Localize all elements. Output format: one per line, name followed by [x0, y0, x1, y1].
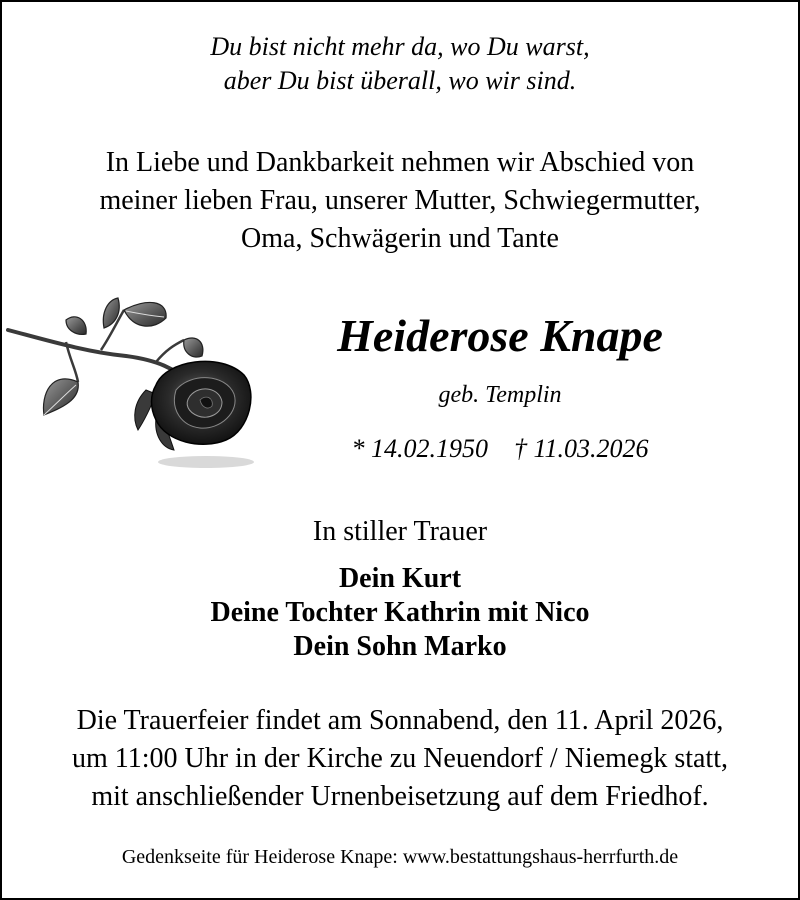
mourner-name: Dein Sohn Marko	[293, 631, 507, 662]
motto-quote	[0, 30, 800, 98]
deceased-name: Heiderose Knape	[337, 310, 663, 361]
intro-line-1: In Liebe und Dankbarkeit nehmen wir Abschied von	[105, 147, 695, 178]
mourning-heading: In stiller Trauer	[312, 516, 488, 547]
birth-name: geb. Templin	[438, 382, 562, 408]
rose-icon	[6, 290, 266, 480]
motto-line-1: Du bist nicht mehr da, wo Du warst,	[210, 32, 590, 61]
intro-text	[0, 144, 800, 258]
service-line-3: mit anschließender Urnenbeisetzung auf dem Friedhof.	[91, 781, 709, 812]
mourners-list	[0, 562, 800, 664]
funeral-service-info	[0, 702, 800, 816]
intro-line-2: meiner lieben Frau, unserer Mutter, Schwiegermutter,	[99, 185, 701, 216]
mourner-name: Dein Kurt	[338, 563, 462, 594]
mourner-name: Deine Tochter Kathrin mit Nico	[210, 597, 590, 628]
motto-line-2: aber Du bist überall, wo wir sind.	[223, 66, 577, 95]
service-line-2: um 11:00 Uhr in der Kirche zu Neuendorf / Niemegk statt,	[71, 743, 728, 774]
life-dates: * 14.02.1950 † 11.03.2026	[351, 434, 649, 463]
intro-line-3: Oma, Schwägerin und Tante	[241, 223, 559, 254]
memorial-page-link: Gedenkseite für Heiderose Knape: www.bestattungshaus-herrfurth.de	[121, 846, 679, 868]
service-line-1: Die Trauerfeier findet am Sonnabend, den 11. April 2026,	[76, 705, 724, 736]
